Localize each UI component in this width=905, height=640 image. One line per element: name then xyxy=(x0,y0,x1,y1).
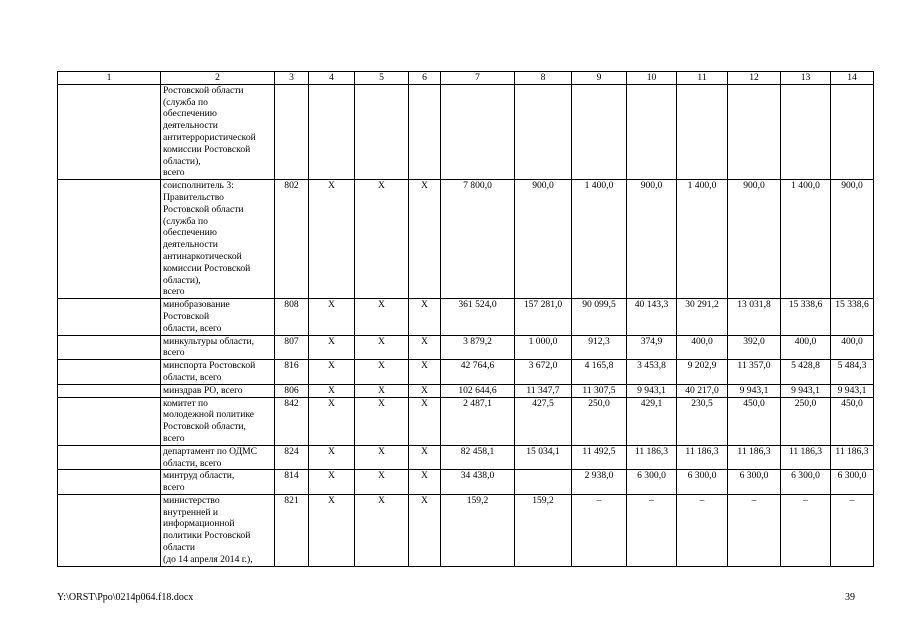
table-cell: 821 xyxy=(275,494,309,566)
table-cell xyxy=(58,445,161,470)
table-cell: 7 800,0 xyxy=(441,180,515,299)
table-cell: 3 453,8 xyxy=(627,360,677,385)
table-cell xyxy=(627,84,677,179)
table-row xyxy=(58,470,874,495)
table-cell: 807 xyxy=(275,335,309,360)
table-cell: – xyxy=(572,494,627,566)
table-cell: 159,2 xyxy=(441,494,515,566)
table-cell: – xyxy=(627,494,677,566)
table-cell: 6 300,0 xyxy=(627,470,677,495)
table-row xyxy=(58,494,874,566)
table-cell: 40 217,0 xyxy=(677,384,728,397)
table-cell: X xyxy=(309,360,355,385)
table-cell: 450,0 xyxy=(831,397,874,445)
table-cell: X xyxy=(409,180,441,299)
table-cell xyxy=(58,397,161,445)
row-label-cell: комитет по молодежной политике Ростовской области, всего xyxy=(161,397,275,445)
table-cell: 429,1 xyxy=(627,397,677,445)
table-cell: 6 300,0 xyxy=(677,470,728,495)
table-cell: 2 938,0 xyxy=(572,470,627,495)
table-cell: 250,0 xyxy=(572,397,627,445)
table-cell: 9 202,9 xyxy=(677,360,728,385)
table-cell: X xyxy=(309,384,355,397)
table-cell: 11 186,3 xyxy=(831,445,874,470)
column-number-1: 1 xyxy=(58,72,161,85)
table-cell: 11 186,3 xyxy=(781,445,831,470)
table-cell: X xyxy=(309,397,355,445)
table-row xyxy=(58,84,874,179)
row-label-cell: соисполнитель 3: Правительство Ростовской области (служба по обеспечению деятельности антинаркотической комиссии Ростовской области), всего xyxy=(161,180,275,299)
table-cell: 392,0 xyxy=(728,335,781,360)
table-cell: 30 291,2 xyxy=(677,299,728,335)
table-cell: X xyxy=(409,299,441,335)
table-row xyxy=(58,299,874,335)
table-cell: X xyxy=(309,299,355,335)
table-cell xyxy=(515,84,572,179)
table-cell: 816 xyxy=(275,360,309,385)
table-cell xyxy=(781,84,831,179)
table-cell: 900,0 xyxy=(728,180,781,299)
table-cell: 11 357,0 xyxy=(728,360,781,385)
table-cell: – xyxy=(781,494,831,566)
table-cell: 6 300,0 xyxy=(831,470,874,495)
table-cell: X xyxy=(355,470,409,495)
table-cell: 1 400,0 xyxy=(572,180,627,299)
column-number-2: 2 xyxy=(161,72,275,85)
column-number-10: 10 xyxy=(627,72,677,85)
table-cell xyxy=(515,470,572,495)
table-cell: X xyxy=(409,445,441,470)
table-cell: – xyxy=(728,494,781,566)
table-cell xyxy=(58,494,161,566)
table-cell: 1 000,0 xyxy=(515,335,572,360)
table-cell: 9 943,1 xyxy=(781,384,831,397)
table-header-row xyxy=(58,72,874,85)
table-cell xyxy=(441,84,515,179)
table-cell: 802 xyxy=(275,180,309,299)
table-cell: X xyxy=(355,360,409,385)
column-number-5: 5 xyxy=(355,72,409,85)
table-cell: 11 186,3 xyxy=(728,445,781,470)
table-row xyxy=(58,445,874,470)
table-cell: 15 034,1 xyxy=(515,445,572,470)
table-cell: X xyxy=(309,180,355,299)
table-cell xyxy=(58,360,161,385)
page-number: 39 xyxy=(845,592,855,603)
column-number-9: 9 xyxy=(572,72,627,85)
table-cell: 11 492,5 xyxy=(572,445,627,470)
table-cell: X xyxy=(409,397,441,445)
column-number-3: 3 xyxy=(275,72,309,85)
table-cell: 912,3 xyxy=(572,335,627,360)
table-cell xyxy=(677,84,728,179)
table-cell: 808 xyxy=(275,299,309,335)
table-cell xyxy=(58,384,161,397)
table-row xyxy=(58,384,874,397)
column-number-11: 11 xyxy=(677,72,728,85)
table-cell xyxy=(409,84,441,179)
table-cell: 40 143,3 xyxy=(627,299,677,335)
table-cell: X xyxy=(355,445,409,470)
table-cell: X xyxy=(355,335,409,360)
table-cell xyxy=(275,84,309,179)
row-label-cell: минобразование Ростовской области, всего xyxy=(161,299,275,335)
table-cell: 400,0 xyxy=(831,335,874,360)
table-cell: X xyxy=(409,335,441,360)
table-cell: X xyxy=(355,384,409,397)
table-cell: 806 xyxy=(275,384,309,397)
table-cell: 13 031,8 xyxy=(728,299,781,335)
table-cell: 3 672,0 xyxy=(515,360,572,385)
table-cell xyxy=(309,84,355,179)
table-cell: 102 644,6 xyxy=(441,384,515,397)
table-cell: 900,0 xyxy=(831,180,874,299)
table-cell: 374,9 xyxy=(627,335,677,360)
table-cell: 82 458,1 xyxy=(441,445,515,470)
table-cell: X xyxy=(309,494,355,566)
table-cell: 400,0 xyxy=(781,335,831,360)
table-cell xyxy=(58,470,161,495)
table-cell: 11 307,5 xyxy=(572,384,627,397)
table-cell: 250,0 xyxy=(781,397,831,445)
row-label-cell: департамент по ОДМС области, всего xyxy=(161,445,275,470)
column-number-14: 14 xyxy=(831,72,874,85)
table-cell: 230,5 xyxy=(677,397,728,445)
table-cell: 9 943,1 xyxy=(728,384,781,397)
table-row xyxy=(58,335,874,360)
row-label-cell: минтруд области, всего xyxy=(161,470,275,495)
table-cell: X xyxy=(409,360,441,385)
table-cell: 824 xyxy=(275,445,309,470)
column-number-6: 6 xyxy=(409,72,441,85)
table-cell: 11 347,7 xyxy=(515,384,572,397)
table-row xyxy=(58,180,874,299)
budget-table xyxy=(57,71,874,567)
table-cell: X xyxy=(409,384,441,397)
table-cell: 4 165,8 xyxy=(572,360,627,385)
table-cell: 11 186,3 xyxy=(627,445,677,470)
row-label-cell: минздрав РО, всего xyxy=(161,384,275,397)
table-cell xyxy=(355,84,409,179)
table-cell: X xyxy=(309,445,355,470)
table-cell: 11 186,3 xyxy=(677,445,728,470)
table-cell: 3 879,2 xyxy=(441,335,515,360)
table-cell: 34 438,0 xyxy=(441,470,515,495)
table-cell: 5 428,8 xyxy=(781,360,831,385)
row-label-cell: министерство внутренней и информационной политики Ростовской области (до 14 апреля 2014 г.), xyxy=(161,494,275,566)
row-label-cell: минспорта Ростовской области, всего xyxy=(161,360,275,385)
table-cell: X xyxy=(355,397,409,445)
table-cell xyxy=(831,84,874,179)
column-number-12: 12 xyxy=(728,72,781,85)
table-cell xyxy=(58,84,161,179)
table-cell: 361 524,0 xyxy=(441,299,515,335)
table-cell: X xyxy=(409,470,441,495)
table-cell: 900,0 xyxy=(627,180,677,299)
table-cell: 42 764,6 xyxy=(441,360,515,385)
table-cell: 400,0 xyxy=(677,335,728,360)
table-cell: 6 300,0 xyxy=(781,470,831,495)
column-number-8: 8 xyxy=(515,72,572,85)
table-cell: 9 943,1 xyxy=(831,384,874,397)
table-cell: X xyxy=(309,470,355,495)
table-row xyxy=(58,397,874,445)
table-cell: 1 400,0 xyxy=(677,180,728,299)
table-row xyxy=(58,360,874,385)
table-cell xyxy=(728,84,781,179)
table-cell xyxy=(58,335,161,360)
table-cell: – xyxy=(831,494,874,566)
table-cell: 5 484,3 xyxy=(831,360,874,385)
column-number-13: 13 xyxy=(781,72,831,85)
table-cell: 157 281,0 xyxy=(515,299,572,335)
table-cell: 900,0 xyxy=(515,180,572,299)
column-number-7: 7 xyxy=(441,72,515,85)
table-cell: 9 943,1 xyxy=(627,384,677,397)
table-cell: 15 338,6 xyxy=(781,299,831,335)
table-cell xyxy=(572,84,627,179)
row-label-cell: Ростовской области (служба по обеспечению деятельности антитеррористической комиссии Ростовской области), всего xyxy=(161,84,275,179)
table-cell: 1 400,0 xyxy=(781,180,831,299)
table-cell: 814 xyxy=(275,470,309,495)
table-cell xyxy=(58,180,161,299)
table-cell: 427,5 xyxy=(515,397,572,445)
table-cell: X xyxy=(355,180,409,299)
table-cell: X xyxy=(355,494,409,566)
table-cell: 159,2 xyxy=(515,494,572,566)
table-cell: 15 338,6 xyxy=(831,299,874,335)
column-number-4: 4 xyxy=(309,72,355,85)
table-cell: 842 xyxy=(275,397,309,445)
table-cell xyxy=(58,299,161,335)
table-cell: – xyxy=(677,494,728,566)
row-label-cell: минкультуры области, всего xyxy=(161,335,275,360)
table-cell: X xyxy=(355,299,409,335)
table-cell: X xyxy=(409,494,441,566)
table-cell: 2 487,1 xyxy=(441,397,515,445)
footer-file-path: Y:\ORST\Ppo\0214p064.f18.docx xyxy=(57,592,194,603)
table-cell: 450,0 xyxy=(728,397,781,445)
table-cell: X xyxy=(309,335,355,360)
table-cell: 90 099,5 xyxy=(572,299,627,335)
table-cell: 6 300,0 xyxy=(728,470,781,495)
